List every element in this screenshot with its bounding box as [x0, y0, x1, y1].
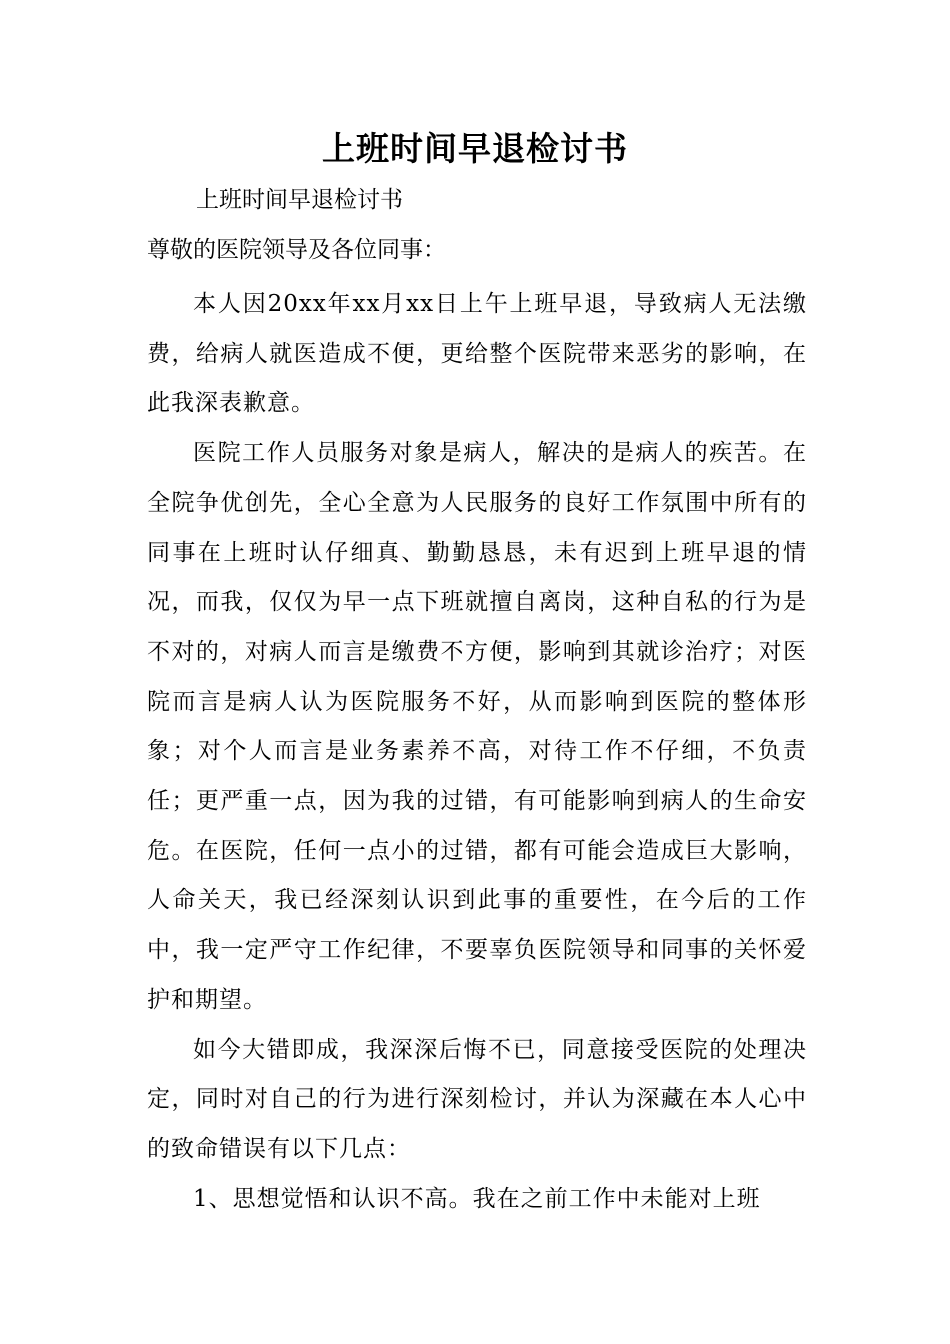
paragraph-1: 本人因20xx年xx月xx日上午上班早退，导致病人无法缴费，给病人就医造成不便，更给整个医院带来恶劣的影响，在此我深表歉意。	[147, 291, 807, 417]
document-title: 上班时间早退检讨书	[322, 129, 628, 168]
paragraph-4: 1、思想觉悟和认识不高。我在之前工作中未能对上班	[193, 1185, 761, 1212]
paragraph-2: 医院工作人员服务对象是病人，解决的是病人的疾苦。在全院争优创先，全心全意为人民服务的良好工作氛围中所有的同事在上班时认仔细真、勤勤恳恳，未有迟到上班早退的情况，而我，仅仅为早一点下班就擅自离岗，这种自私的行为是不对的，对病人而言是缴费不方便，影响到其就诊治疗；对医院而言是病人认为医院服务不好，从而影响到医院的整体形象；对个人而言是业务素养不高，对待工作不仔细，不负责任；更严重一点，因为我的过错，有可能影响到病人的生命安危。在医院，任何一点小的过错，都有可能会造成巨大影响，人命关天，我已经深刻认识到此事的重要性，在今后的工作中，我一定严守工作纪律，不要辜负医院领导和同事的关怀爱护和期望。	[147, 440, 807, 1013]
document-body	[147, 280, 807, 1224]
paragraph-3: 如今大错即成，我深深后悔不已，同意接受医院的处理决定，同时对自己的行为进行深刻检讨，并认为深藏在本人心中的致命错误有以下几点：	[147, 1036, 807, 1162]
document-subtitle: 上班时间早退检讨书	[196, 187, 403, 213]
salutation: 尊敬的医院领导及各位同事：	[147, 237, 446, 263]
